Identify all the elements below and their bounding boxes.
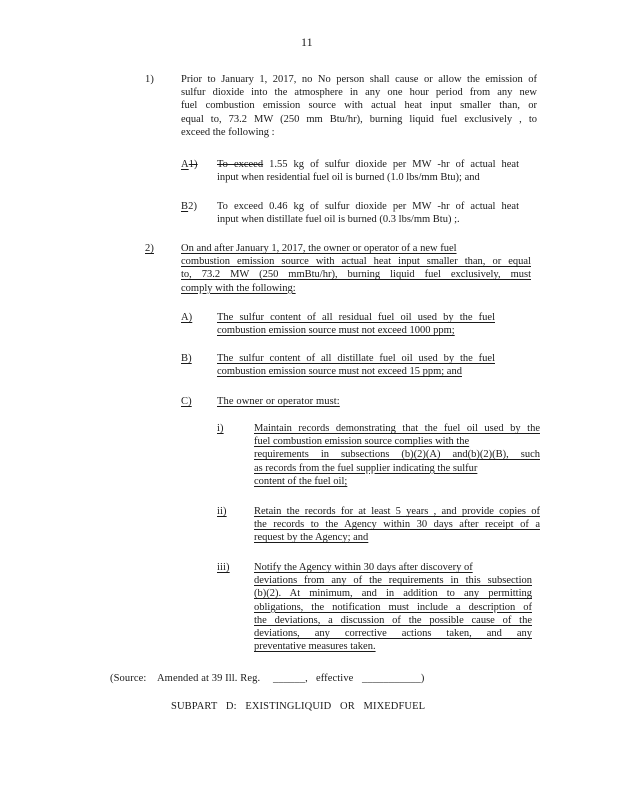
source-blank-date: ___________): [362, 673, 425, 684]
item2-line: to, 73.2 MW (250 mmBtu/hr), burning liquid fuel exclusively, must: [181, 269, 531, 281]
item2-c-ii-line: the records to the Agency within 30 days after receipt of a: [254, 519, 540, 531]
item2-c-i-label: i): [217, 423, 224, 434]
source-label: (Source:: [110, 673, 147, 684]
item1-paragraph: [181, 73, 537, 139]
item2-a-line: combustion emission source must not exceed 1000 ppm;: [217, 325, 455, 337]
item1-a-paragraph: [217, 158, 519, 184]
source-effective: effective: [316, 673, 354, 684]
item2-c-iii-line: (b)(2). At minimum, and in addition to any permitting: [254, 588, 532, 600]
item2-a-line: The sulfur content of all residual fuel oil used by the fuel: [217, 312, 495, 323]
source-blank-reg: ______,: [273, 673, 308, 684]
item1-b-line2: input when distillate fuel oil is burned (0.3 lbs/mm Btu) ;.: [217, 214, 460, 226]
item2-c-label: C): [181, 396, 192, 407]
item1-line: exceed the following :: [181, 126, 275, 138]
item2-c-iii-line: Notify the Agency within 30 days after discovery of: [254, 562, 473, 573]
item2-c-i-line: requirements in subsections (b)(2)(A) and(b)(2)(B), such: [254, 449, 540, 461]
source-text: Amended at 39 Ill. Reg.: [157, 673, 261, 684]
item2-line: On and after January 1, 2017, the owner or operator of a new fuel: [181, 243, 457, 254]
item1-a-strike: To exceed: [217, 159, 264, 170]
item2-b-line: combustion emission source must not exceed 15 ppm; and: [217, 366, 462, 378]
item2-c-ii-label: ii): [217, 506, 227, 517]
item2-c-i-paragraph: [254, 422, 540, 488]
item1-label: 1): [145, 74, 154, 85]
item2-c-i-line: Maintain records demonstrating that the fuel oil used by the: [254, 423, 540, 434]
item2-c-iii-label: iii): [217, 562, 230, 573]
item2-paragraph: [181, 242, 531, 295]
item2-b-label: B): [181, 353, 192, 364]
item1-b-label: [181, 200, 197, 213]
item2-c-intro: The owner or operator must:: [217, 396, 340, 407]
item2-c-iii-line: obligations, the notification must include a description of: [254, 601, 532, 613]
item2-c-iii-line: deviations from any of the requirements in this subsection: [254, 575, 532, 587]
page-number: 11: [301, 35, 313, 49]
item1-b-label-new: B: [181, 201, 189, 212]
item1-line: Prior to January 1, 2017, no No person shall cause or allow the emission of: [181, 74, 537, 85]
item2-c-ii-line: Retain the records for at least 5 years , and provide copies of: [254, 506, 540, 517]
item1-a-line2: input when residential fuel oil is burned (1.0 lbs/mm Btu); and: [217, 172, 480, 184]
item2-c-iii-line: the deviations, a discussion of the possible cause of the: [254, 614, 532, 626]
item1-b-label-old: 2): [188, 201, 198, 212]
item2-line: comply with the following:: [181, 282, 296, 294]
item1-b-line1: To exceed 0.46 kg of sulfur dioxide per MW -hr of actual heat: [217, 201, 519, 212]
item2-c-iii-paragraph: [254, 561, 532, 653]
item2-b-paragraph: [217, 352, 495, 378]
item1-line: sulfur dioxide into the atmosphere in any one hour period from any new: [181, 87, 537, 99]
item2-label: 2): [145, 243, 154, 254]
item1-a-label: [181, 158, 198, 171]
item2-c-i-line: fuel combustion emission source complies with the: [254, 436, 470, 448]
item2-b-line: The sulfur content of all distillate fuel oil used by the fuel: [217, 353, 495, 364]
item2-c-i-line: as records from the fuel supplier indicating the sulfur: [254, 462, 478, 474]
item2-c-iii-line: deviations, any corrective actions taken, and any: [254, 628, 532, 640]
item1-line: fuel combustion emission source with actual heat input smaller than, or: [181, 100, 537, 112]
item1-a-label-old: 1): [188, 159, 198, 170]
item2-a-label: A): [181, 312, 193, 323]
item2-c-iii-line: preventative measures taken.: [254, 641, 376, 653]
item1-a-line1: 1.55 kg of sulfur dioxide per MW -hr of actual heat: [269, 159, 520, 170]
item2-a-paragraph: [217, 311, 495, 337]
subpart-heading: SUBPART D: EXISTINGLIQUID OR MIXEDFUEL: [171, 701, 426, 712]
item2-c-i-line: content of the fuel oil;: [254, 475, 348, 487]
item1-b-paragraph: [217, 200, 519, 226]
item1-line: equal to, 73.2 MW (250 mm Btu/hr), burning liquid fuel exclusively , to: [181, 113, 537, 125]
item1-a-label-new: A: [181, 159, 189, 170]
item2-c-ii-line: request by the Agency; and: [254, 532, 369, 544]
item2-c-ii-paragraph: [254, 505, 540, 545]
item2-line: combustion emission source with actual heat input smaller than, or equal: [181, 256, 531, 268]
